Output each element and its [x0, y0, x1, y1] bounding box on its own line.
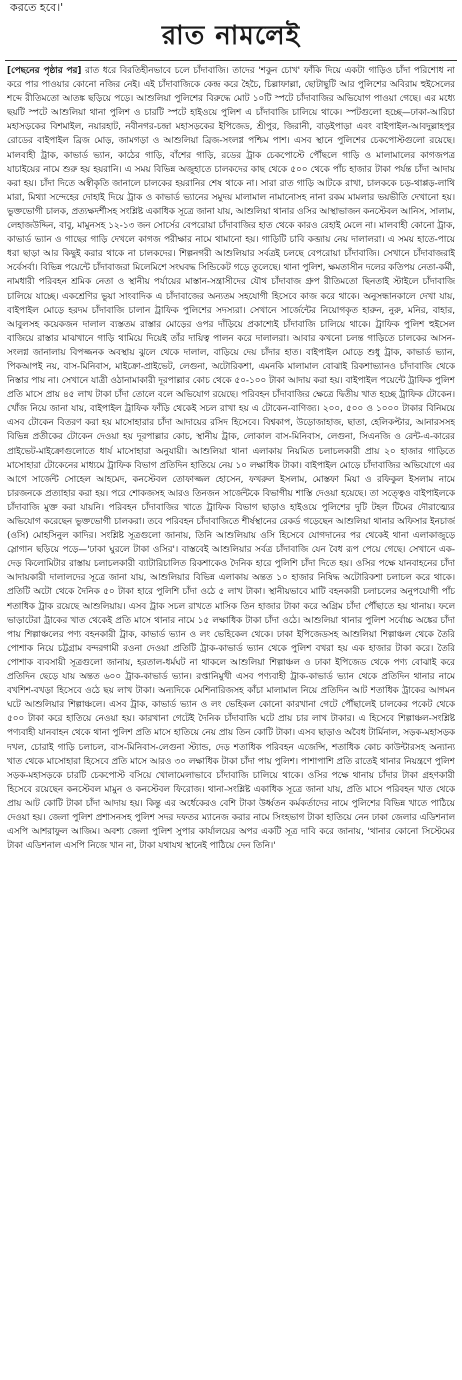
headline-divider [5, 60, 457, 61]
article-paragraph [7, 64, 455, 853]
article-headline: রাত নামলেই [161, 21, 301, 51]
article-body [7, 64, 455, 1376]
article-text: রাত ধরে বিরতিহীনভাবে চলে চাঁদাবাজি। তাদের 'শকুন চোখ' ফাঁকি দিয়ে একটা গাড়িও চাঁদা পরিশোধ না করে পার পাওয়ার কোনো নজির নেই। এই চাঁদাবাজিকে কেন্দ্র করে হৈচৈ, চিল্লাফাল্লা, ছোটাছুটি আর পুলিশের অবিরাম হুইসেলের শব্দে রীতিমতো আতঙ্ক ছড়িয়ে পড়ে। আশুলিয়া পুলিশের বিরুদ্ধে মোট ১০টি স্পটে চাঁদাবাজির অভিযোগ পাওয়া গেছে। এর মধ্যে ছয়টি স্পটে আশুলিয়া থানা পুলিশ ও চারটি স্পটে হাইওয়ে পুলিশ এ চাঁদাবাজি চালিয়ে থাকে। স্পটগুলো হচ্ছে—ঢাকা-আরিচা মহাসড়কের বিশমাইল, নয়ারহাট, নবীনগর-চন্দ্রা মহাসড়কের ইপিজেড, শ্রীপুর, জিরানী, বাড়ইপাড়া এবং বাইপাইল-আবদুল্লাহপুর রোডের বাইপাইল ব্রিজ মোড়, জামগড়া ও আশুলিয়া ব্রিজ-সংলগ্ন পশ্চিম পাশ। এসব স্থানে পুলিশের চেকপোস্টগুলো রয়েছে। মালবাহী ট্রাক, কাভার্ড ভ্যান, কাঠের গাড়ি, বাঁশের গাড়ি, রডের ট্রাক চেকপোস্টে পৌঁছলে গাড়ি ও মালামালের কাগজপত্র যাচাইয়ের নামে শুরু হয় হয়রানি। এ সময় বিভিন্ন অজুহাতে চালকদের কাছ থেকে ৫০০ থেকে পাঁচ হাজার টাকা পর্যন্ত চাঁদা আদায় করা হয়। চাঁদা দিতে অস্বীকৃতি জানালে চালকের হয়রানির শেষ থাকে না। সারা রাত গাড়ি আটকে রাখা, চালককে চড়-থাপ্পড়-লাথি মারা, মিথ্যা সন্দেহের দোহাই দিয়ে ট্রাক ও কাভার্ড ভ্যানের সমুদয় মালামাল নামানোসহ নানা রকম মামলার ভয়ভীতি দেখানো হয়। ভুক্তভোগী চালক, প্রত্যক্ষদর্শীসহ সংশ্লিষ্ট একাধিক সূত্রে জানা যায়, আশুলিয়া থানার ওসির আস্থাভাজন কনস্টেবল আনিস, সালাম, লেহাজউদ্দিন, বাবু, মামুনসহ ১২-১৩ জন সোর্সের বেপরোয়া চাঁদাবাজির হাত থেকে কারও রেহাই মেলে না। মালবাহী কোনো ট্রাক, কাভার্ড ভ্যান ও গাছের গাড়ি দেখলে কাগজ পরীক্ষার নামে থামানো হয়। গাড়িটি চাবি কব্জায় নেয় দালালরা। এ সময় হাতে-পায়ে ধরা ছাড়া আর কিছুই করার থাকে না চালকদের। শিল্পনগরী আশুলিয়ার সর্বত্রই চলছে বেপরোয়া চাঁদাবাজি। সেখানে চাঁদাবাজরাই সর্বেসর্বা। বিভিন্ন পয়েন্টে চাঁদাবাজরা মিলেমিশে সংঘবদ্ধ সিন্ডিকেট গড়ে তুলেছে। থানা পুলিশ, ক্ষমতাসীন দলের কতিপয় নেতা-কর্মী, নামধারী পরিবহন শ্রমিক নেতা ও স্থানীয় পর্যায়ের মাস্তান-সন্ত্রাসীদের যৌথ চাঁদাবাজ গ্রুপ রীতিমতো ছিনতাই স্টাইলে চাঁদাবাজি চালিয়ে যাচ্ছে। একশ্রেণির ভুয়া সাংবাদিক এ চাঁদাবাজের অন্যতম সহযোগী হিসেবে কাজ করে থাকে। অনুসন্ধানকালে দেখা যায়, বাইপাইল মোড়ে হরদম চাঁদাবাজি চালান ট্রাফিক পুলিশের সদস্যরা। সেখানে সার্জেন্টের নিয়োগকৃত হারুন, নুরু, মনির, বাহার, আবুলসহ কয়েকজন দালাল ব্যস্ততম রাস্তার মোড়ের ওপর দাঁড়িয়ে প্রকাশ্যেই চাঁদাবাজি চালিয়ে থাকে। ট্রাফিক পুলিশ হুইসেল বাজিয়ে রাস্তার মাঝখানে গাড়ি থামিয়ে দিয়েই তাঁর দায়িত্ব পালন করে দালালরা। আবার কখনো চলন্ত গাড়িতে চালকের আসন-সংলগ্ন জানালায় বিপজ্জনক অবস্থায় ঝুলে থেকে দালাল, বাড়িয়ে দেয় চাঁদার হাত। বাইপাইল মোড়ে শুধু ট্রাক, কাভার্ড ভ্যান, পিকআপই নয়, বাস-মিনিবাস, মাইক্রো-প্রাইভেট, লেগুনা, অটোরিকশা, এমনকি মালামাল বোঝাই রিকশাভ্যানও চাঁদাবাজি থেকে নিস্তার পায় না। সেখানে যাত্রী ওঠানামাকারী দূরপাল্লার কোচ থেকে ৫০-১০০ টাকা আদায় করা হয়। বাইপাইল পয়েন্টে ট্রাফিক পুলিশ প্রতি মাসে প্রায় ৪৫ লাখ টাকা চাঁদা তোলে বলে অভিযোগ রয়েছে। পরিবহন চাঁদাবাজির ক্ষেত্রে দ্বিতীয় খাত হচ্ছে ট্রাফিক টোকেন। খোঁজ নিয়ে জানা যায়, বাইপাইল ট্রাফিক ফাঁড়ি থেকেই সচল রাখা হয় এ টোকেন-বাণিজ্য। ২০০, ৫০০ ও ১০০০ টাকার বিনিময়ে এসব টোকেন বিতরণ করা হয় মাসোহারার চাঁদা আদায়ের রসিদ হিসেবে। বিশ্বকাপ, উড়োজাহাজ, ছাতা, হেলিকপ্টার, আনারসসহ বিভিন্ন প্রতীকের টোকেন দেওয়া হয় দূরপাল্লার কোচ, স্থানীয় ট্রাক, লোকাল বাস-মিনিবাস, লেগুনা, সিএনজি ও রেন্ট-এ-কারের প্রাইভেট-মাইক্রোগুলোতে ধার্য মাসোহারা অনুযায়ী। আশুলিয়া থানা এলাকায় নিয়মিত চলাচলকারী প্রায় ২০ হাজার গাড়িতে মাসোহারা টোকেনের মাধ্যমে ট্রাফিক বিভাগ প্রতিদিন হাতিয়ে নেয় ১০ লক্ষাধিক টাকা। বাইপাইল মোড়ে চাঁদাবাজির অভিযোগে এর আগে সার্জেন্ট সোহেল আহমেদ, কনস্টেবল তোফাজ্জল হোসেন, ফখরুল ইসলাম, মোস্তফা মিয়া ও রফিকুল ইসলাম নামে চারজনকে প্রত্যাহার করা হয়। পরে শোকজসহ আরও তিনজন সার্জেন্টকে বিভাগীয় শাস্তি দেওয়া হয়েছে। তা সত্ত্বেও বাইপাইলকে চাঁদাবাজি মুক্ত করা যায়নি। পরিবহন চাঁদাবাজির খাতে ট্রাফিক বিভাগ ছাড়াও হাইওয়ে পুলিশের দুটি টহল টিমের দৌরাত্ম্যের অভিযোগ করেছেন ভুক্তভোগী চালকরা। তবে পরিবহন চাঁদাবাজিতে শীর্ষস্থানের রেকর্ড গড়েছেন আশুলিয়া থানার অফিসার ইনচার্জ (ওসি) মোহসিনুল কাদির। সংশ্লিষ্ট সূত্রগুলো জানায়, তিনি আশুলিয়ায় ওসি হিসেবে যোগদানের পর থেকেই থানা এলাকাজুড়ে স্লোগান ছড়িয়ে পড়ে—'ঢাকা ঘুরলে টাকা ওসির'। বাস্তবেই আশুলিয়ার সর্বত্র চাঁদাবাজি যেন বৈধ রূপ পেয়ে গেছে। সেখানে এক-দেড় কিলোমিটার রাস্তায় চলাচলকারী ব্যাটারিচালিত রিকশাকেও দৈনিক হারে পুলিশি চাঁদা দিতে হয়। ওসির পক্ষে যানবাহনের চাঁদা আদায়কারী দালালদের সূত্রে জানা যায়, আশুলিয়ার বিভিন্ন এলাকায় অন্তত ১০ হাজার নিষিদ্ধ অটোরিকশা চলাচল করে থাকে। প্রতিটি অটো থেকে দৈনিক ৫০ টাকা হারে পুলিশি চাঁদা ওঠে ৫ লাখ টাকা। স্থানীয়ভাবে মাটি বহনকারী চলাচলের অনুপযোগী পাঁচ শতাধিক ট্রাক রয়েছে আশুলিয়ায়। এসব ট্রাক সচল রাখতে মাসিক তিন হাজার টাকা করে অগ্রিম চাঁদা পৌঁছাতে হয় থানায়। ফলে ভাড়াটেরা ট্রাকের খাত থেকেই প্রতি মাসে থানার নামে ১৫ লক্ষাধিক টাকা চাঁদা ওঠে। আশুলিয়া থানার পুলিশ সর্বোচ্চ অঙ্কের চাঁদা পায় শিল্পাঞ্চলের পণ্য বহনকারী ট্রাক, কাভার্ড ভ্যান ও লং ভেহিকেল থেকে। ঢাকা ইপিজেডসহ আশুলিয়া শিল্পাঞ্চল থেকে তৈরি পোশাক নিয়ে চট্টগ্রাম বন্দরগামী রওনা দেওয়া প্রতিটি ট্রাক-কাভার্ড ভ্যান থেকে পুলিশ বখরা হয় এক হাজার টাকা করে। তৈরি পোশাক ব্যবসায়ী সূত্রগুলো জানায়, হরতাল-ধর্মঘট না থাকলে আশুলিয়া শিল্পাঞ্চল ও ঢাকা ইপিজেড থেকে পণ্য বোঝাই করে প্রতিদিন ছেড়ে যায় অন্তত ৬০০ ট্রাক-কাভার্ড ভ্যান। রপ্তানিমুখী এসব পণ্যবাহী ট্রাক-কাভার্ড ভ্যান থেকে প্রতিদিন থানার নামে বখশিশ-বখড়া হিসেবে ওঠে ছয় লাখ টাকা। অন্যদিকে মেশিনারিজসহ কাঁচা মালামাল নিয়ে প্রতিদিন আট শতাধিক ট্রাকের আগমন ঘটে আশুলিয়ার শিল্পাঞ্চলে। এসব ট্রাক, কাভার্ড ভ্যান ও লং ভেহিকল কোনো কারখানা গেটে পৌঁছালেই চালকের পকেট থেকে ৫০০ টাকা করে হাতিয়ে নেওয়া হয়। কারখানা গেটেই দৈনিক চাঁদাবাজি ঘটে প্রায় চার লাখ টাকার। এ হিসেবে শিল্পাঞ্চল-সংশ্লিষ্ট পণ্যবাহী যানবাহন থেকে থানা পুলিশ প্রতি মাসে হাতিয়ে নেয় প্রায় তিন কোটি টাকা। এসব ছাড়াও অবৈধ টার্মিনাল, সড়ক-মহাসড়ক দখল, চোরাই গাড়ি চলাচল, বাস-মিনিবাস-লেগুনা স্ট্যান্ড, দেড় শতাধিক পরিবহন এজেন্সি, শতাধিক কোচ কাউন্টারসহ অন্যান্য খাত থেকে মাসোহারা হিসেবে প্রতি মাসে আরও ৩০ লক্ষাধিক টাকা চাঁদা পায় পুলিশ। পাশাপাশি প্রতি রাতেই থানার নিয়ন্ত্রণে পুলিশ সড়ক-মহাসড়কে চারটি চেকপোস্ট বসিয়ে খোলামেলাভাবে চাঁদাবাজি চালিয়ে থাকে। ওসির পক্ষে থানায় চাঁদার টাকা গ্রহণকারী হিসেবে রয়েছেন কনস্টেবল মামুন ও কনস্টেবল ফিরোজ। থানা-সংশ্লিষ্ট একাধিক সূত্রে জানা যায়, প্রতি মাসে পরিবহন খাত থেকে প্রায় আট কোটি টাকা চাঁদা আদায় হয়। কিন্তু এর অর্ধেকেরও বেশি টাকা উর্ধ্বতন কর্মকর্তাদের নামে পুলিশের বিভিন্ন খাতে পাঠিয়ে দেওয়া হয়। জেলা পুলিশ প্রশাসনসহ পুলিশ সদর দফতর ম্যানেজ করার নামে সিংহভাগ টাকা হাতিয়ে নেন ঢাকা জেলার এডিশনাল এসপি আশরাফুল আজিম। অবশ্য জেলা পুলিশ সুপার কার্যালয়ের অপর একটি সূত্র দাবি করে জানায়, 'থানার কোনো সিস্টেমের টাকা এডিশনাল এসপি নিজে খান না, টাকা যথাযথ স্থানেই পাঠিয়ে দেন তিনি।' [7, 66, 455, 852]
previous-article-fragment: করতে হবে।' [10, 1, 64, 14]
continuation-label: [পেছনের পৃষ্ঠার পর] [7, 66, 82, 76]
